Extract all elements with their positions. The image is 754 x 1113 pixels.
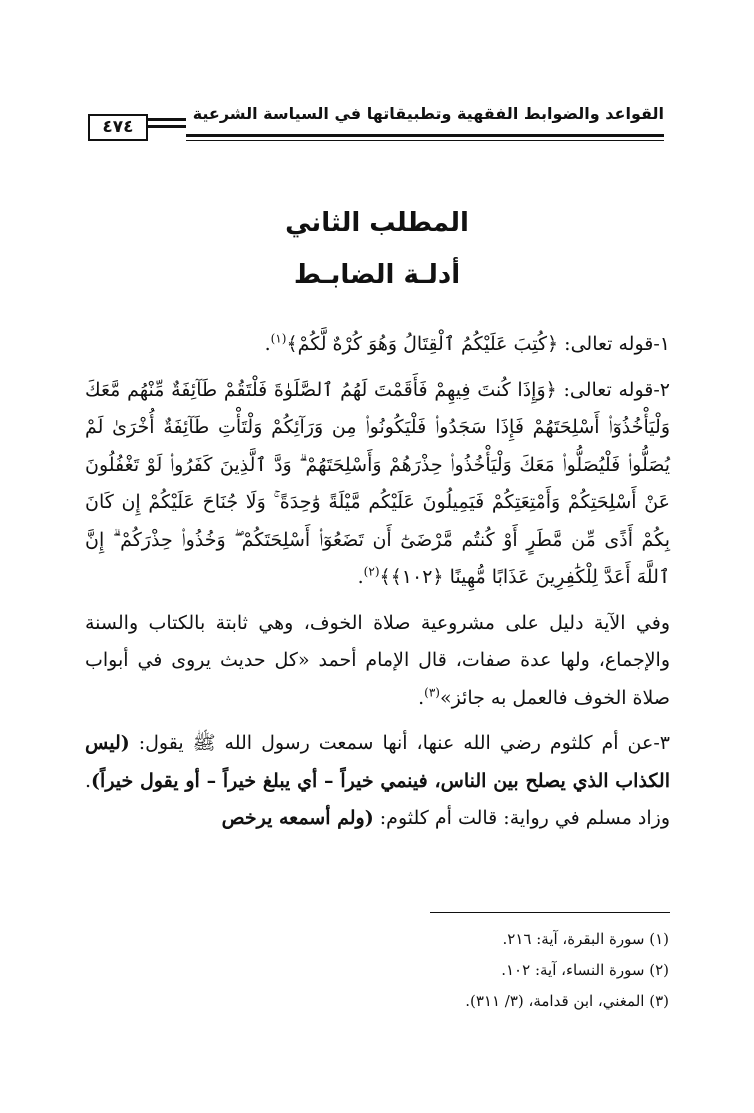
hadith-text-2: (ولم أسمعه يرخص xyxy=(221,807,374,829)
evidence-item-3 xyxy=(85,725,670,838)
footnote-2: (٢) سورة النساء، آية: ١٠٢. xyxy=(501,961,669,979)
header-rule-thick xyxy=(186,134,664,137)
footnote-ref-2: (٢) xyxy=(363,564,380,579)
header-rule-thin xyxy=(186,140,664,141)
quran-verse-2: وَإِذَا كُنتَ فِيهِمْ فَأَقَمْتَ لَهُمُ ٱلصَّلَوٰةَ فَلْتَقُمْ طَآئِفَةٌ مِّنْهُم مَّعَكَ وَلْيَأْخُذُوٓا۟ أَسْلِحَتَهُمْ فَإِذَا سَجَدُوا۟ فَلْيَكُونُوا۟ مِن وَرَآئِكُمْ وَلْتَأْتِ طَآئِفَةٌ أُخْرَىٰ لَمْ يُصَلُّوا۟ فَلْيُصَلُّوا۟ مَعَكَ وَلْيَأْخُذُوا۟ حِذْرَهُمْ وَأَسْلِحَتَهُمْ ۗ وَدَّ ٱلَّذِينَ كَفَرُوا۟ لَوْ تَغْفُلُونَ عَنْ أَسْلِحَتِكُمْ وَأَمْتِعَتِكُمْ فَيَمِيلُونَ عَلَيْكُم مَّيْلَةً وَٰحِدَةً ۚ وَلَا جُنَاحَ عَلَيْكُمْ إِن كَانَ بِكُمْ أَذًى مِّن مَّطَرٍ أَوْ كُنتُم مَّرْضَىٰٓ أَن تَضَعُوٓا۟ أَسْلِحَتَكُمْ ۖ وَخُذُوا۟ حِذْرَكُمْ ۗ إِنَّ ٱللَّهَ أَعَدَّ لِلْكَٰفِرِينَ عَذَابًا مُّهِينًا ﴿١٠٢﴾ xyxy=(85,378,670,588)
item3-prefix: ٣-عن أم كلثوم رضي الله عنها، أنها سمعت رسول الله ﷺ يقول: xyxy=(129,732,670,754)
commentary-paragraph xyxy=(85,605,670,718)
header-ornament-bars xyxy=(148,118,186,132)
quran-verse-1: كُتِبَ عَلَيْكُمُ ٱلْقِتَالُ وَهُوَ كُرْهٌ لَّكُمْ xyxy=(297,333,547,355)
footnote-separator xyxy=(430,912,670,913)
item2-end: . xyxy=(357,566,364,588)
footnote-1: (١) سورة البقرة، آية: ٢١٦. xyxy=(502,930,669,948)
footnote-ref-3: (٣) xyxy=(424,685,440,700)
hadith-text: (ليس الكذاب الذي يصلح بين الناس، فينمي خيراً – أي يبلغ خيراً – أو يقول خيراً) xyxy=(85,732,670,792)
item2-prefix: ٢-قوله تعالى: ﴿ xyxy=(545,378,671,401)
commentary-text: وفي الآية دليل على مشروعية صلاة الخوف، وهي ثابتة بالكتاب والسنة والإجماع، ولها عدة صفات، قال الإمام أحمد «كل حديث يروى في أبواب صلاة الخوف فالعمل به جائز» xyxy=(85,611,670,709)
item2-suffix: ﴾ xyxy=(379,566,391,588)
footnote-3: (٣) المغني، ابن قدامة، (٣/ ٣١١). xyxy=(465,992,669,1010)
footnote-ref-1: (١) xyxy=(270,331,287,346)
main-text xyxy=(85,326,670,846)
item1-prefix: ١-قوله تعالى: ﴿ xyxy=(547,333,670,355)
section-subtitle: أدلـة الضابـط xyxy=(293,260,461,290)
item1-end: . xyxy=(264,333,271,355)
page-number: ٤٧٤ xyxy=(88,114,148,141)
item1-suffix: ﴾ xyxy=(286,333,298,355)
footnotes xyxy=(84,924,669,1017)
page-header xyxy=(88,96,664,156)
evidence-item-2 xyxy=(85,372,670,597)
evidence-item-1 xyxy=(85,326,670,364)
commentary-end: . xyxy=(418,686,425,709)
section-heading: المطلب الثاني xyxy=(285,208,469,238)
item3-mid: . وزاد مسلم في رواية: قالت أم كلثوم: xyxy=(85,769,670,829)
running-header-title: القواعد والضوابط الفقهية وتطبيقاتها في السياسة الشرعية xyxy=(192,104,664,123)
